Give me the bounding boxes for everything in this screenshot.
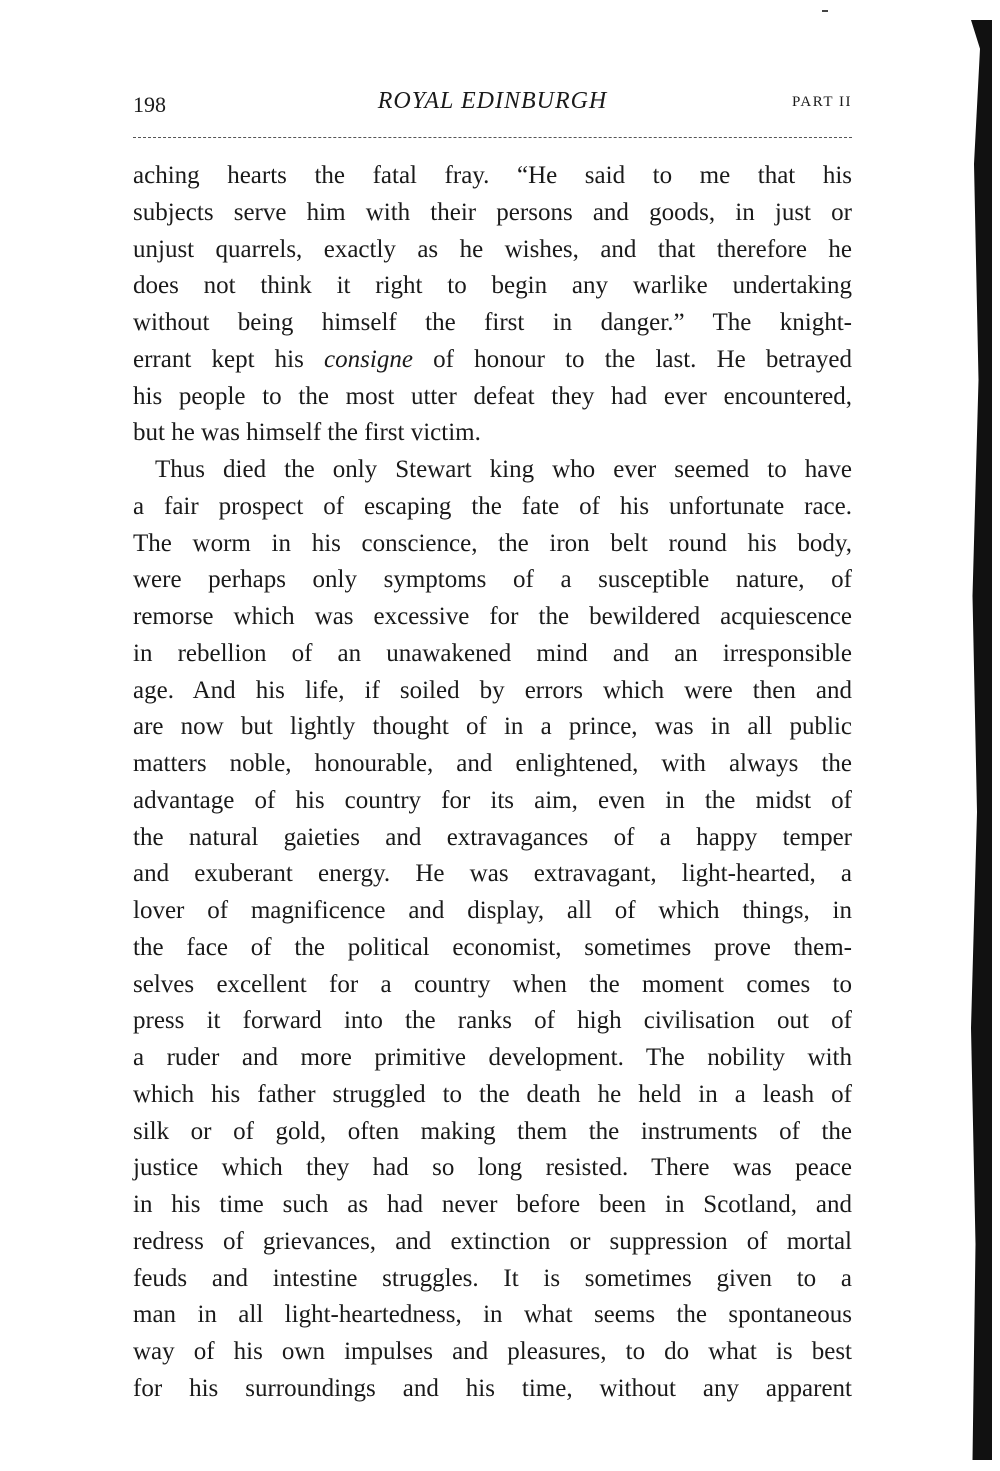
part-label: PART II — [791, 94, 852, 110]
text-line: Thus died the only Stewart king who ever seemed to have — [155, 456, 852, 483]
italic-term: consigne — [324, 345, 413, 373]
text-line: the face of the political economist, sometimes prove them- — [133, 933, 852, 961]
text-line: subjects serve him with their persons and goods, in just or — [133, 198, 852, 226]
text-line: silk or of gold, often making them the instruments of the — [133, 1117, 852, 1145]
text-line: matters noble, honourable, and enlightened, with always the — [133, 750, 852, 777]
text-line: remorse which was excessive for the bewildered acquiescence — [133, 603, 852, 630]
text-line: but he was himself the first victim. — [133, 419, 481, 447]
text-line: which his father struggled to the death he held in a leash of — [133, 1080, 852, 1108]
text-line: selves excellent for a country when the moment comes to — [133, 970, 852, 998]
text-line: justice which they had so long resisted. There was peace — [133, 1154, 852, 1182]
header-rule — [133, 137, 852, 138]
page-number: 198 — [133, 92, 166, 117]
text-line: unjust quarrels, exactly as he wishes, and that therefore he — [133, 235, 852, 263]
text-line: the natural gaieties and extravagances of a happy temper — [133, 823, 852, 851]
text-line: man in all light-heartedness, in what seems the spontaneous — [133, 1301, 852, 1329]
scan-binding-edge — [962, 20, 992, 1460]
text-line: for his surroundings and his time, without any apparent — [133, 1374, 852, 1402]
text-line: and exuberant energy. He was extravagant, light-hearted, a — [133, 860, 852, 888]
text-line: are now but lightly thought of in a prince, was in all public — [133, 713, 852, 741]
text-line: a ruder and more primitive development. The nobility with — [133, 1044, 852, 1071]
text-line: advantage of his country for its aim, even in the midst of — [133, 786, 852, 814]
text-line — [133, 342, 852, 379]
text-line: without being himself the first in danger.” The knight- — [133, 309, 852, 336]
text-line: age. And his life, if soiled by errors which were then and — [133, 676, 852, 704]
text-line: in rebellion of an unawakened mind and an irresponsible — [133, 639, 852, 667]
running-title: ROYAL EDINBURGH — [377, 88, 608, 114]
text-segment: errant kept his — [133, 345, 325, 373]
text-line: his people to the most utter defeat they had ever encountered, — [133, 382, 852, 410]
text-line: lover of magnificence and display, all of which things, in — [133, 897, 852, 924]
text-line: press it forward into the ranks of high civilisation out of — [133, 1007, 852, 1035]
running-header — [133, 88, 852, 124]
text-line: does not think it right to begin any warlike undertaking — [133, 272, 852, 300]
text-line: way of his own impulses and pleasures, to do what is best — [133, 1338, 852, 1365]
text-line: redress of grievances, and extinction or suppression of mortal — [133, 1227, 852, 1255]
text-line: in his time such as had never before been in Scotland, and — [133, 1191, 852, 1218]
text-segment: of honour to the last. He betrayed — [412, 345, 852, 373]
body-text — [133, 158, 852, 1408]
text-line: were perhaps only symptoms of a susceptible nature, of — [133, 566, 852, 594]
scan-speck — [822, 10, 828, 12]
text-line: a fair prospect of escaping the fate of his unfortunate race. — [133, 492, 852, 520]
text-line: The worm in his conscience, the iron belt round his body, — [133, 529, 852, 557]
text-line: aching hearts the fatal fray. “He said to me that his — [133, 162, 852, 189]
text-line: feuds and intestine struggles. It is sometimes given to a — [133, 1264, 852, 1292]
